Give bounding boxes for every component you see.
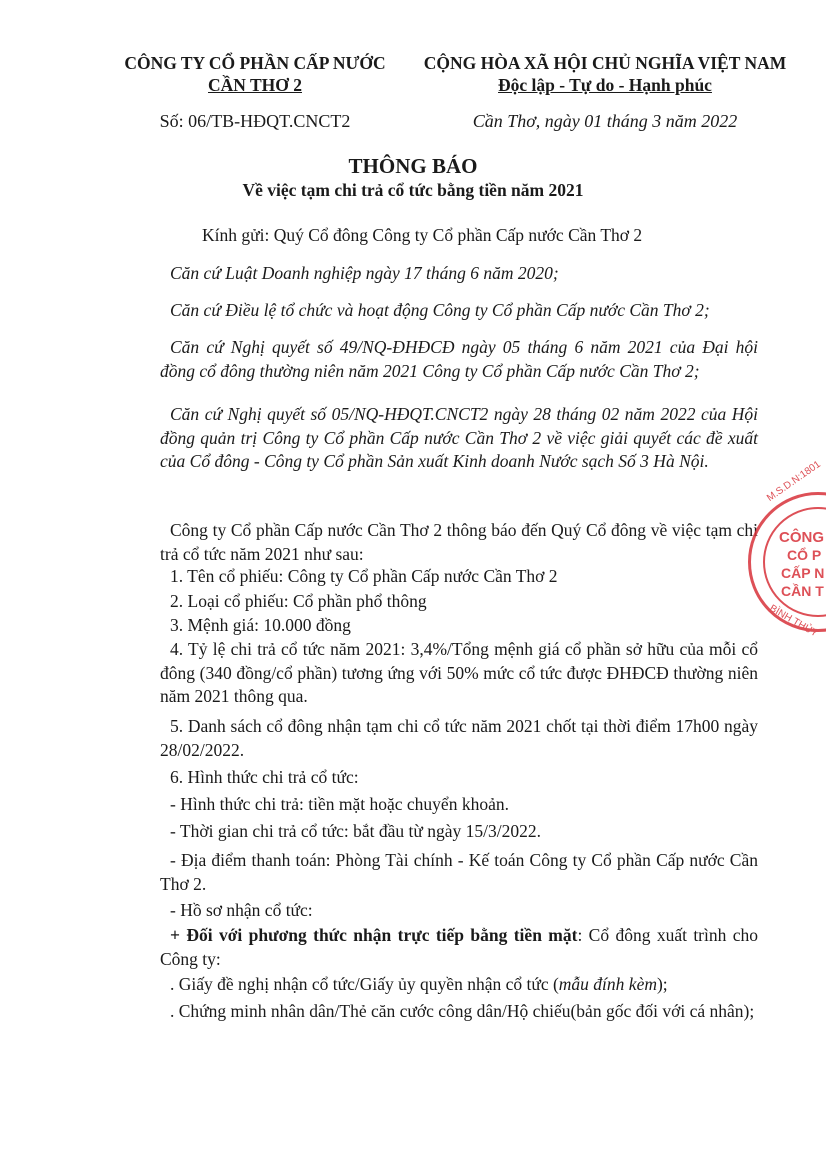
required-document-1 [160, 973, 758, 997]
seal-line-4: CẦN T [781, 583, 824, 599]
item-par-value: 3. Mệnh giá: 10.000 đồng [170, 615, 351, 635]
legal-basis-3: Căn cứ Nghị quyết số 49/NQ-ĐHĐCĐ ngày 05 tháng 6 năm 2021 của Đại hội đồng cổ đông thường niên năm 2021 Công ty Cổ phần Cấp nước Cần Thơ 2; [160, 337, 758, 381]
item-stock-type: 2. Loại cổ phiếu: Cổ phần phổ thông [170, 591, 427, 611]
issuer-name-line2: CẦN THƠ 2 [208, 75, 302, 95]
item-record-date: 5. Danh sách cổ đông nhận tạm chi cổ tức năm 2021 chốt tại thời điểm 17h00 ngày 28/02/2022. [160, 716, 758, 760]
required-document-2: . Chứng minh nhân dân/Thẻ căn cước công dân/Hộ chiếu(bản gốc đối với cá nhân); [170, 1001, 755, 1021]
company-seal [748, 458, 826, 640]
issuer-name-line1: CÔNG TY CỔ PHẦN CẤP NƯỚC [124, 53, 386, 73]
seal-line-1: CÔNG [779, 529, 824, 546]
payment-start-date: - Thời gian chi trả cổ tức: bắt đầu từ ngày 15/3/2022. [170, 821, 542, 841]
legal-basis-2: Căn cứ Điều lệ tổ chức và hoạt động Công ty Cổ phần Cấp nước Cần Thơ 2; [170, 300, 710, 320]
seal-ring-bottom-text: BÌNH THỦY [767, 603, 820, 640]
payment-location: - Địa điểm thanh toán: Phòng Tài chính - Kế toán Công ty Cổ phần Cấp nước Cần Thơ 2. [160, 850, 758, 894]
payment-form: - Hình thức chi trả: tiền mặt hoặc chuyển khoản. [170, 794, 509, 814]
national-motto: Độc lập - Tự do - Hạnh phúc [498, 75, 712, 95]
document-number: Số: 06/TB-HĐQT.CNCT2 [159, 111, 351, 131]
intro-paragraph: Công ty Cổ phần Cấp nước Cần Thơ 2 thông báo đến Quý Cổ đông về việc tạm chi trả cổ tức năm 2021 như sau: [160, 520, 758, 564]
doc1-suffix: ); [656, 974, 668, 994]
addressee: Kính gửi: Quý Cổ đông Công ty Cổ phần Cấp nước Cần Thơ 2 [202, 225, 643, 245]
legal-basis-1: Căn cứ Luật Doanh nghiệp ngày 17 tháng 6 năm 2020; [170, 263, 559, 283]
document-title: THÔNG BÁO [348, 154, 478, 178]
seal-line-3: CẤP N [781, 565, 825, 581]
seal-ring-top-text: M.S.D.N:1801 [765, 458, 823, 505]
national-header [415, 52, 795, 132]
document-subtitle: Về việc tạm chi trả cổ tức bằng tiền năm 2021 [242, 180, 584, 200]
required-documents-heading: - Hồ sơ nhận cổ tức: [170, 900, 313, 920]
cash-method-text: : Cổ đông xuất trình cho Công ty: [160, 925, 759, 969]
place-and-date: Cần Thơ, ngày 01 tháng 3 năm 2022 [472, 111, 738, 131]
doc1-prefix: . Giấy đề nghị nhận cổ tức/Giấy ủy quyền nhận cổ tức ( [170, 974, 559, 994]
doc1-form-note: mẫu đính kèm [558, 974, 657, 994]
seal-line-2: CỔ P [787, 547, 822, 563]
cash-method-label: + Đối với phương thức nhận trực tiếp bằng tiền mặt [170, 925, 578, 945]
nation-name: CỘNG HÒA XÃ HỘI CHỦ NGHĨA VIỆT NAM [423, 53, 787, 73]
cash-method-paragraph [160, 924, 758, 971]
legal-basis-4: Căn cứ Nghị quyết số 05/NQ-HĐQT.CNCT2 ngày 28 tháng 02 năm 2022 của Hội đồng quản trị Công ty Cổ phần Cấp nước Cần Thơ 2 về việc giải quyết các đề xuất của Cổ đông - Công ty Cổ phần Sản xuất Kinh doanh Nước sạch Số 3 Hà Nội. [160, 404, 758, 471]
item-dividend-rate: 4. Tỷ lệ chi trả cổ tức năm 2021: 3,4%/Tổng mệnh giá cổ phần sở hữu của mỗi cổ đông (340 đồng/cổ phần) tương ứng với 50% mức cổ tức được ĐHĐCĐ thường niên năm 2021 thông qua. [160, 639, 758, 706]
issuer-block [110, 52, 400, 132]
item-payment-method-heading: 6. Hình thức chi trả cổ tức: [170, 767, 359, 787]
item-stock-name: 1. Tên cổ phiếu: Công ty Cổ phần Cấp nước Cần Thơ 2 [170, 566, 558, 586]
